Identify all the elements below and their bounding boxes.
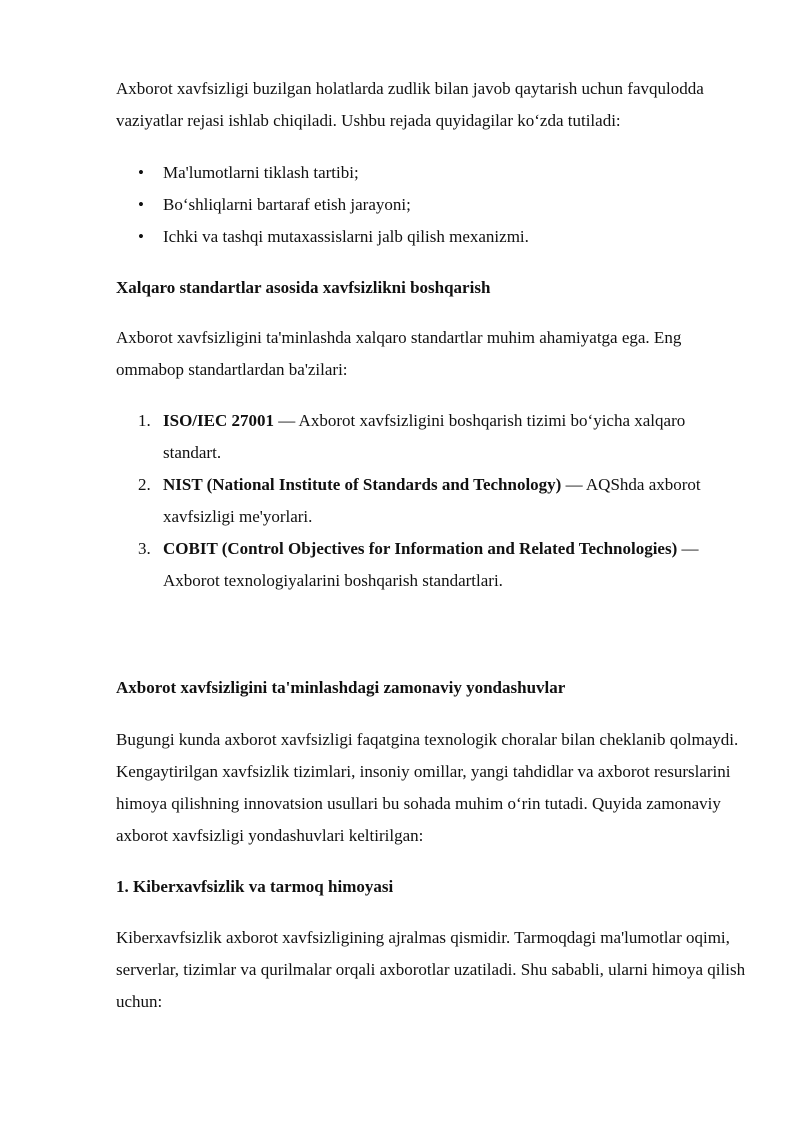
list-number: 2. <box>138 475 151 494</box>
standard-desc: — AQShda axborot xavfsizligi me'yorlari. <box>163 475 701 526</box>
standards-list <box>116 405 746 597</box>
cybersecurity-paragraph: Kiberxavfsizlik axborot xavfsizligining ajralmas qismidir. Tarmoqdagi ma'lumotlar oqimi, serverlar, tizimlar va qurilmalar orqali axborotlar uzatiladi. Shu sababli, ularni himoya qilish uchun: <box>116 928 746 1011</box>
standard-name: ISO/IEC 27001 <box>163 411 274 430</box>
standards-paragraph: Axborot xavfsizligini ta'minlashda xalqaro standartlar muhim ahamiyatga ega. Eng ommabop standartlardan ba'zilari: <box>116 328 682 379</box>
modern-approaches-paragraph: Bugungi kunda axborot xavfsizligi faqatgina texnologik choralar bilan cheklanib qolmaydi. Kengaytirilgan xavfsizlik tizimlari, insoniy omillar, yangi tahdidlar va axborot resurslarini himoya qilishning innovatsion usullari bu sohada muhim o‘rin tutadi. Quyida zamonaviy axborot xavfsizligi yondashuvlari keltirilgan: <box>116 730 739 845</box>
plan-list <box>116 157 746 253</box>
list-number: 1. <box>138 411 151 430</box>
standard-name: NIST (National Institute of Standards and Technology) <box>163 475 562 494</box>
list-item: • Bo‘shliqlarni bartaraf etish jarayoni; <box>116 189 746 221</box>
list-number: 3. <box>138 539 151 558</box>
standard-desc: — Axborot xavfsizligini boshqarish tizimi bo‘yicha xalqaro standart. <box>163 411 686 462</box>
standard-name: COBIT (Control Objectives for Information and Related Technologies) <box>163 539 678 558</box>
section-heading-cybersecurity: 1. Kiberxavfsizlik va tarmoq himoyasi <box>116 877 394 896</box>
section-heading-modern-approaches: Axborot xavfsizligini ta'minlashdagi zamonaviy yondashuvlar <box>116 678 566 697</box>
list-item <box>116 533 746 597</box>
standard-desc: — Axborot texnologiyalarini boshqarish standartlari. <box>163 539 699 590</box>
section-heading-standards: Xalqaro standartlar asosida xavfsizlikni boshqarish <box>116 278 491 297</box>
list-item: • Ma'lumotlarni tiklash tartibi; <box>116 157 746 189</box>
list-item <box>116 405 746 469</box>
document-page <box>116 73 746 1018</box>
intro-paragraph: Axborot xavfsizligi buzilgan holatlarda zudlik bilan javob qaytarish uchun favqulodda vaziyatlar rejasi ishlab chiqiladi. Ushbu rejada quyidagilar ko‘zda tutiladi: <box>116 79 704 130</box>
list-item: • Ichki va tashqi mutaxassislarni jalb qilish mexanizmi. <box>116 221 746 253</box>
list-item <box>116 469 746 533</box>
